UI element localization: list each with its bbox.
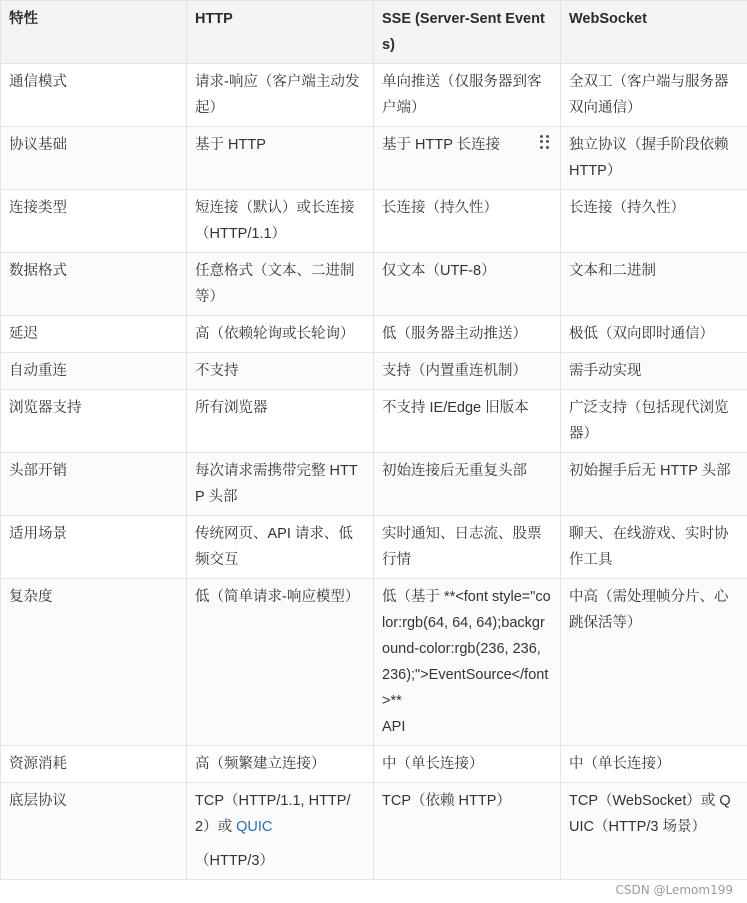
sse-cell: 中（单长连接） xyxy=(374,746,561,783)
table-row xyxy=(1,783,747,880)
websocket-cell: 初始握手后无 HTTP 头部 xyxy=(561,453,747,516)
http-cell: 任意格式（文本、二进制等） xyxy=(187,253,374,316)
table-row xyxy=(1,127,747,190)
header-websocket: WebSocket xyxy=(561,1,747,64)
drag-handle-icon[interactable] xyxy=(540,135,550,149)
table-row xyxy=(1,746,747,783)
table-row xyxy=(1,516,747,579)
http-cell: 高（依赖轮询或长轮询） xyxy=(187,316,374,353)
table-row xyxy=(1,316,747,353)
sse-complexity-tail: API xyxy=(382,719,406,735)
websocket-cell: 全双工（客户端与服务器双向通信） xyxy=(561,64,747,127)
table-row xyxy=(1,190,747,253)
row-label: 协议基础 xyxy=(1,127,187,190)
http-protocol-tail: （HTTP/3） xyxy=(195,853,274,869)
websocket-cell: 中（单长连接） xyxy=(561,746,747,783)
header-row xyxy=(1,1,747,64)
websocket-cell: 文本和二进制 xyxy=(561,253,747,316)
watermark: CSDN @Lemom199 xyxy=(615,883,733,897)
http-cell: 低（简单请求-响应模型） xyxy=(187,579,374,746)
header-sse: SSE (Server-Sent Events) xyxy=(374,1,561,64)
row-label: 连接类型 xyxy=(1,190,187,253)
websocket-cell: 长连接（持久性） xyxy=(561,190,747,253)
sse-cell: TCP（依赖 HTTP） xyxy=(374,783,561,880)
table-row xyxy=(1,453,747,516)
row-label: 浏览器支持 xyxy=(1,390,187,453)
http-cell: 每次请求需携带完整 HTTP 头部 xyxy=(187,453,374,516)
table-row xyxy=(1,353,747,390)
http-cell: 短连接（默认）或长连接（HTTP/1.1） xyxy=(187,190,374,253)
header-http: HTTP xyxy=(187,1,374,64)
row-label: 适用场景 xyxy=(1,516,187,579)
row-label: 延迟 xyxy=(1,316,187,353)
sse-complexity-text: 低（基于 **<font style="color:rgb(64, 64, 64);background-color:rgb(236, 236, 236);">EventSource</font>** xyxy=(382,589,551,709)
http-cell: 请求-响应（客户端主动发起） xyxy=(187,64,374,127)
sse-cell xyxy=(374,579,561,746)
websocket-cell: 极低（双向即时通信） xyxy=(561,316,747,353)
websocket-cell: 聊天、在线游戏、实时协作工具 xyxy=(561,516,747,579)
http-cell: 高（频繁建立连接） xyxy=(187,746,374,783)
table-row xyxy=(1,253,747,316)
sse-cell: 仅文本（UTF-8） xyxy=(374,253,561,316)
table-row xyxy=(1,64,747,127)
row-label: 复杂度 xyxy=(1,579,187,746)
row-label: 头部开销 xyxy=(1,453,187,516)
row-label: 数据格式 xyxy=(1,253,187,316)
quic-link[interactable]: QUIC xyxy=(236,819,273,835)
row-label: 自动重连 xyxy=(1,353,187,390)
http-cell: 所有浏览器 xyxy=(187,390,374,453)
websocket-cell: TCP（WebSocket）或 QUIC（HTTP/3 场景） xyxy=(561,783,747,880)
row-label: 底层协议 xyxy=(1,783,187,880)
http-cell: 基于 HTTP xyxy=(187,127,374,190)
table-row xyxy=(1,390,747,453)
sse-cell: 实时通知、日志流、股票行情 xyxy=(374,516,561,579)
websocket-cell: 需手动实现 xyxy=(561,353,747,390)
sse-cell: 不支持 IE/Edge 旧版本 xyxy=(374,390,561,453)
sse-cell-text: 基于 HTTP 长连接 xyxy=(382,137,501,153)
row-label: 通信模式 xyxy=(1,64,187,127)
sse-cell: 低（服务器主动推送） xyxy=(374,316,561,353)
sse-cell: 单向推送（仅服务器到客户端） xyxy=(374,64,561,127)
row-label: 资源消耗 xyxy=(1,746,187,783)
websocket-cell: 中高（需处理帧分片、心跳保活等） xyxy=(561,579,747,746)
http-cell: 传统网页、API 请求、低频交互 xyxy=(187,516,374,579)
http-protocol-text: TCP（HTTP/1.1, HTTP/2）或 xyxy=(195,793,351,835)
http-cell: 不支持 xyxy=(187,353,374,390)
websocket-cell: 独立协议（握手阶段依赖 HTTP） xyxy=(561,127,747,190)
header-feature: 特性 xyxy=(1,1,187,64)
sse-cell: 支持（内置重连机制） xyxy=(374,353,561,390)
sse-cell: 初始连接后无重复头部 xyxy=(374,453,561,516)
http-cell xyxy=(187,783,374,880)
table-row xyxy=(1,579,747,746)
websocket-cell: 广泛支持（包括现代浏览器） xyxy=(561,390,747,453)
sse-cell xyxy=(374,127,561,190)
sse-cell: 长连接（持久性） xyxy=(374,190,561,253)
